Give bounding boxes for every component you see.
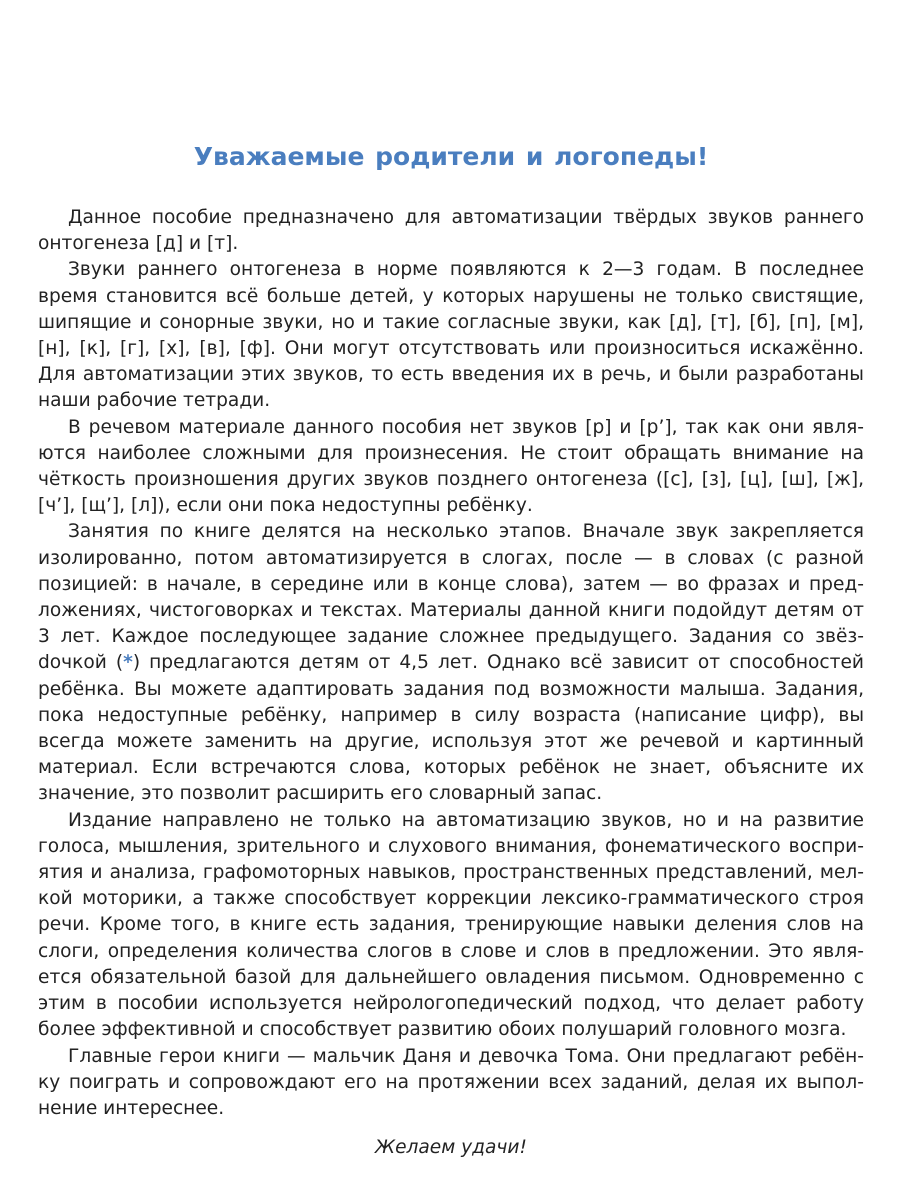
paragraph-lesson-stages-part-2: ) предлагаются детям от 4,5 лет. Однако всё зависит от способностей ребёнка. Вы можете адаптировать задания под возможности малыша. Задания, пока недоступные ребёнку, например в силу возраста (написание цифр), вы всегда можете заменить на другие, используя этот же речевой и картинный материал. Если встречаются слова, которых ребёнок не знает, объясните их значение, это позволит расширить его словарный запас. [38,652,864,805]
paragraph-lesson-stages [38,519,864,807]
paragraph-intro: Данное пособие предназначено для автоматизации твёрдых звуков раннего онтогенеза [д] и [т]. [38,207,864,255]
paragraph-development-goals: Издание направлено не только на автоматизацию звуков, но и на развитие голоса, мышления, зрительного и слухового внимания, фонематического восприятия и анализа, графомоторных навыков, пространственных представлений, мелкой моторики, а также способствует коррекции лексико-грамматического строя речи. Кроме того, в книге есть задания, тренирующие навыки деления слов на слоги, определения количества слогов в слове и слов в предложении. Это является обязательной базой для дальнейшего овладения письмом. Одновременно с этим в пособии используется нейрологопедический подход, что делает работу более эффективной и способствует развитию обоих полушарий головного мозга. [38,809,864,1041]
star-icon: * [123,652,133,674]
paragraph-lesson-stages-part-1: Занятия по книге делятся на несколько этапов. Вначале звук закрепляется изолированно, потом автоматизируется в слогах, после — в словах (с разной позицией: в начале, в середине или в конце слова), затем — во фразах и предложениях, чистоговорках и текстах. Материалы данной книги подойдут детям от 3 лет. Каждое последующее задание сложнее предыдущего. Задания со звёзdочкой ( [38,521,864,674]
page-title: Уважаемые родители и логопеды! [193,142,709,171]
paragraph-speech-material: В речевом материале данного пособия нет звуков [р] и [р’], так как они являются наиболее сложными для произнесения. Не стоит обращать внимание на чёткость произношения других звуков позднего онтогенеза ([с], [з], [ц], [ш], [ж], [ч’], [щ’], [л]), если они пока недоступны ребёнку. [38,416,864,517]
document-page [38,0,864,1200]
paragraph-early-ontogenesis: Звуки раннего онтогенеза в норме появляются к 2—3 годам. В последнее время становится всё больше детей, у которых нарушены не только свистящие, шипящие и сонорные звуки, но и такие согласные звуки, как [д], [т], [б], [п], [м], [н], [к], [г], [х], [в], [ф]. Они могут отсутствовать или произноситься искажённо. Для автоматизации этих звуков, то есть введения их в речь, и были разработаны наши рабочие тетради. [38,259,864,412]
paragraph-main-characters: Главные герои книги — мальчик Даня и девочка Тома. Они предлагают ребёнку поиграть и сопровождают его на протяжении всех заданий, делая их выполнение интереснее. [38,1045,864,1119]
body-text [38,205,864,1122]
closing-wish: Желаем удачи! [375,1137,527,1158]
